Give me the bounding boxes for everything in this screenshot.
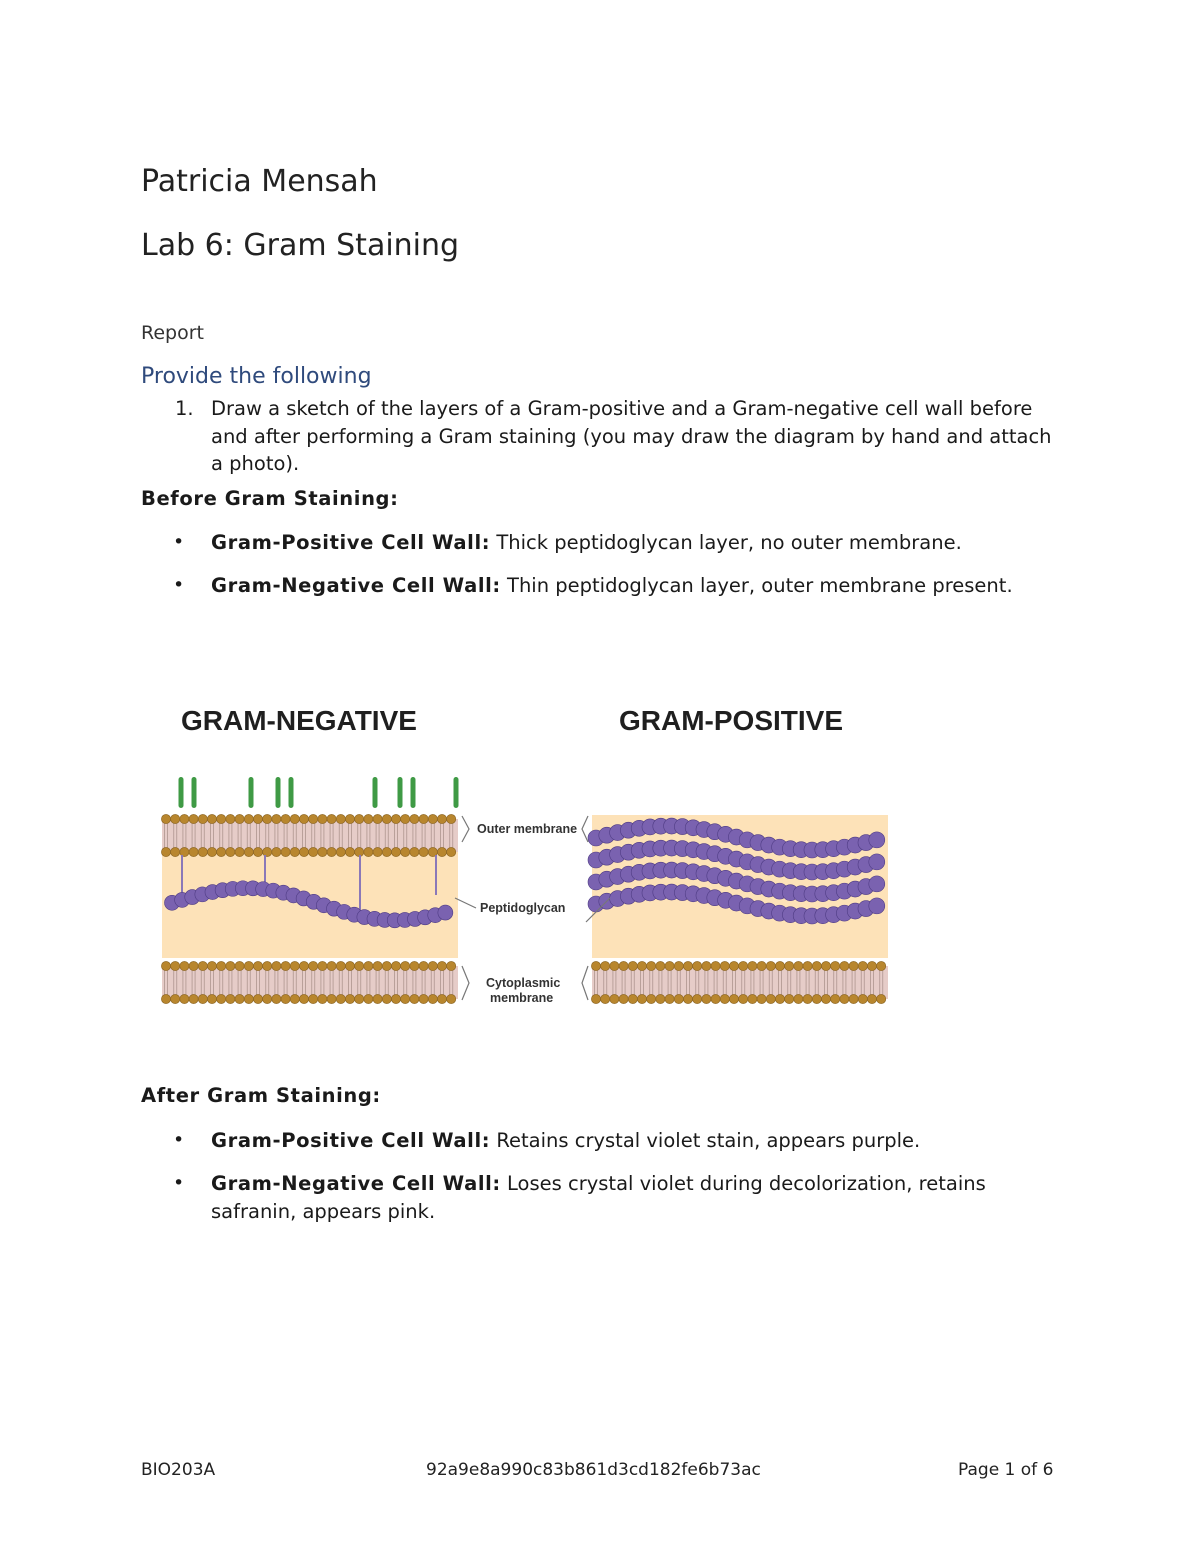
bullet-item [173, 1127, 1073, 1157]
lipid-bilayer [161, 814, 458, 856]
label-cytoplasmic: Cytoplasmic [486, 976, 561, 990]
bullet-item [173, 1170, 1073, 1226]
lps-rod [192, 777, 197, 808]
author-name: Patricia Mensah [141, 164, 378, 199]
lps-rod [276, 777, 281, 808]
bullet-dot: • [173, 1172, 185, 1194]
bullet-label: Gram-Negative Cell Wall: [211, 574, 501, 597]
bullet-label: Gram-Positive Cell Wall: [211, 531, 491, 554]
label-peptidoglycan: Peptidoglycan [480, 901, 566, 915]
bullet-text: Thin peptidoglycan layer, outer membrane present. [500, 574, 1013, 597]
footer-course-code: BIO203A [141, 1460, 216, 1480]
section-label: Report [141, 322, 204, 344]
before-heading: Before Gram Staining: [141, 487, 399, 510]
bullet-item [173, 529, 1073, 559]
provide-heading: Provide the following [141, 364, 372, 389]
bullet-dot: • [173, 1129, 185, 1151]
lps-rod [398, 777, 403, 808]
lps-rod [179, 777, 184, 808]
bullet-body [211, 1170, 1071, 1225]
cell-wall-diagram [150, 690, 910, 1020]
bullet-body [211, 529, 1071, 557]
bullet-text: Retains crystal violet stain, appears purple. [490, 1129, 921, 1152]
list-number: 1. [175, 397, 194, 420]
lipid-bilayer [161, 961, 458, 1003]
lps-rod [411, 777, 416, 808]
bullet-dot: • [173, 574, 185, 596]
footer-page-number: Page 1 of 6 [958, 1460, 1054, 1480]
bullet-text: Thick peptidoglycan layer, no outer membrane. [490, 531, 962, 554]
lps-rod [373, 777, 378, 808]
bullet-item [173, 572, 1073, 628]
bullet-text: Loses crystal violet during decolorization, retains safranin, appears pink. [211, 1172, 986, 1223]
bullet-body [211, 1127, 1071, 1155]
title-gram-negative: GRAM-NEGATIVE [181, 705, 417, 736]
title-gram-positive: GRAM-POSITIVE [619, 705, 844, 736]
bullet-dot: • [173, 531, 185, 553]
lps-chains [179, 777, 459, 808]
bullet-label: Gram-Negative Cell Wall: [211, 1172, 501, 1195]
list-item [175, 395, 1075, 479]
lps-rod [454, 777, 459, 808]
lab-title: Lab 6: Gram Staining [141, 228, 460, 263]
after-heading: After Gram Staining: [141, 1084, 381, 1107]
list-text: Draw a sketch of the layers of a Gram-positive and a Gram-negative cell wall before and after performing a Gram staining (you may draw the diagram by hand and attach a photo). [211, 397, 1052, 475]
label-membrane: membrane [490, 991, 554, 1005]
bullet-label: Gram-Positive Cell Wall: [211, 1129, 491, 1152]
label-outer-membrane: Outer membrane [477, 822, 578, 836]
footer-document-id: 92a9e8a990c83b861d3cd182fe6b73ac [426, 1460, 761, 1480]
lps-rod [289, 777, 294, 808]
bullet-body [211, 572, 1071, 600]
lipid-bilayer [591, 961, 888, 1003]
lps-rod [249, 777, 254, 808]
